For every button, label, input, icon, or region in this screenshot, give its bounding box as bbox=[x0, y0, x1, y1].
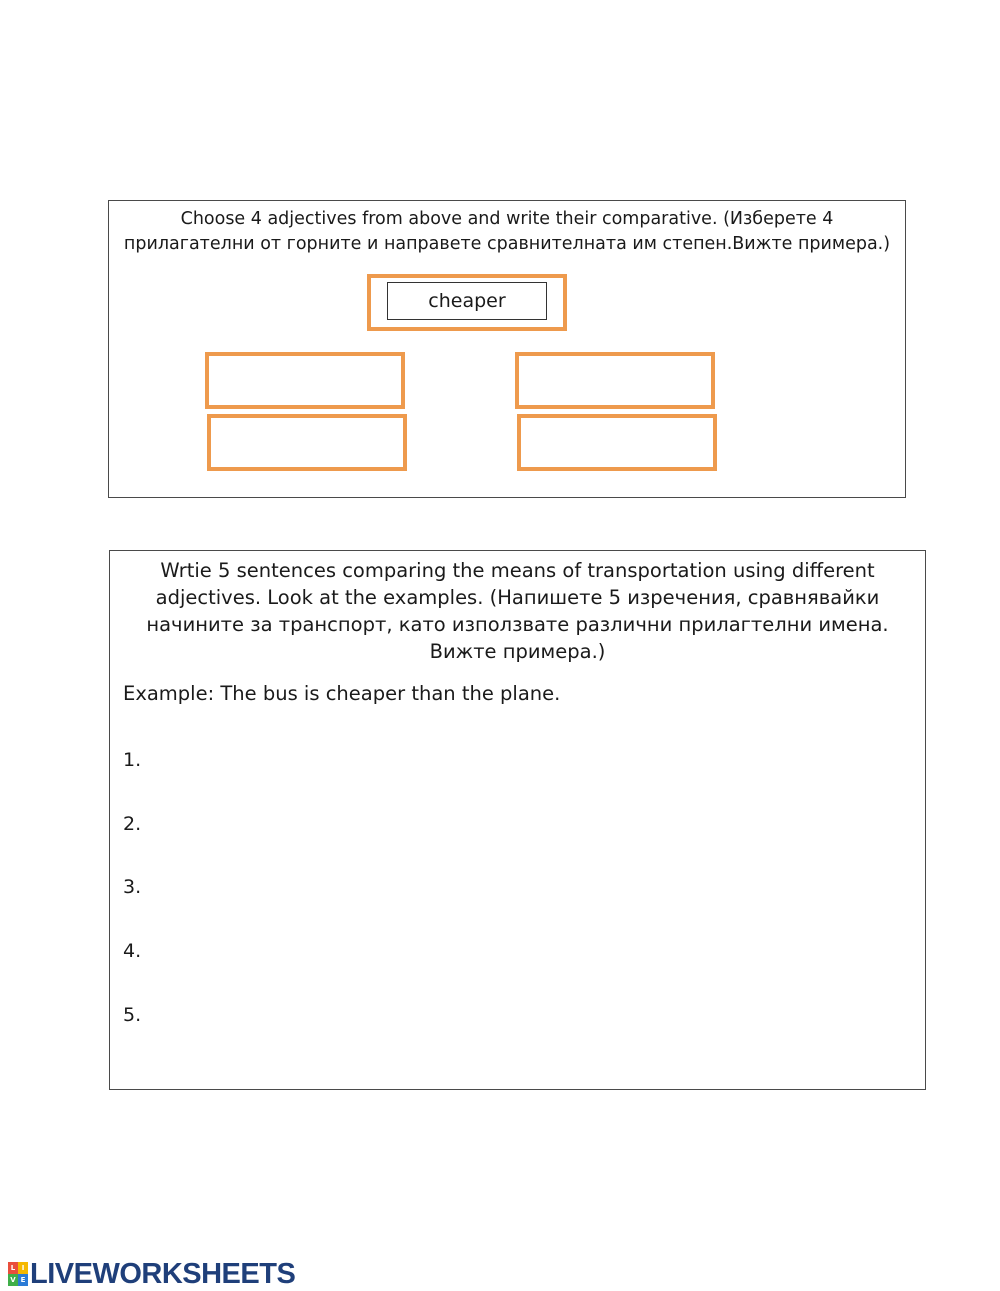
sentence-row bbox=[123, 1001, 905, 1029]
task1-instructions: Choose 4 adjectives from above and write their comparative. (Изберете 4 прилагателни от горните и направете сравнителната им степен.Вижте примера.) bbox=[123, 209, 891, 254]
sentence-number: 1. bbox=[123, 749, 142, 771]
liveworksheets-logo-text: LIVEWORKSHEETS bbox=[30, 1257, 296, 1290]
example-sentence: Example: The bus is cheaper than the plane. bbox=[123, 682, 561, 705]
sentence-input-2[interactable] bbox=[153, 809, 905, 839]
sentence-input-3[interactable] bbox=[153, 872, 905, 902]
answer-box-3 bbox=[207, 414, 407, 471]
sentence-row bbox=[123, 873, 905, 901]
comparative-input-4[interactable] bbox=[527, 424, 707, 461]
sentence-number: 5. bbox=[123, 1004, 142, 1026]
liveworksheets-logo bbox=[8, 1259, 295, 1289]
answer-box-2 bbox=[515, 352, 715, 409]
answer-box-4 bbox=[517, 414, 717, 471]
answer-box-1 bbox=[205, 352, 405, 409]
sentence-input-1[interactable] bbox=[153, 745, 905, 775]
sentence-input-5[interactable] bbox=[153, 1000, 905, 1030]
sentence-row bbox=[123, 810, 905, 838]
sentence-row bbox=[123, 937, 905, 965]
sentence-number: 4. bbox=[123, 940, 142, 962]
comparative-task-panel bbox=[108, 200, 906, 498]
sentence-input-4[interactable] bbox=[153, 936, 905, 966]
comparative-input-2[interactable] bbox=[525, 362, 705, 399]
sentence-row bbox=[123, 746, 905, 774]
liveworksheets-logo-icon: L I V E bbox=[8, 1262, 28, 1286]
task2-instructions: Wrtie 5 sentences comparing the means of transportation using different adjectives. Look at the examples. (Напишете 5 изречения, сравнявайки начините за транспорт, като използвате различни прилагтелни имена. Вижте примера.) bbox=[146, 559, 889, 663]
sentences-task-panel bbox=[109, 550, 926, 1090]
example-answer-box bbox=[367, 274, 567, 331]
sentence-number: 2. bbox=[123, 813, 142, 835]
comparative-input-1[interactable] bbox=[215, 362, 395, 399]
example-answer-text: cheaper bbox=[387, 282, 547, 320]
comparative-input-3[interactable] bbox=[217, 424, 397, 461]
sentence-number: 3. bbox=[123, 876, 142, 898]
